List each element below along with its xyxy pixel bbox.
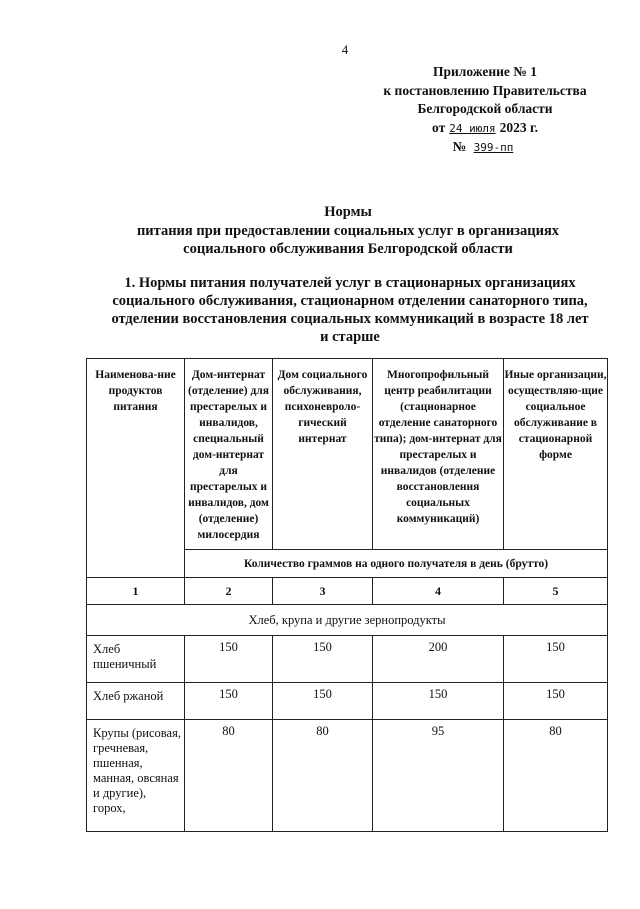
- product-name: Хлеб пшеничный: [87, 636, 185, 683]
- norm-value: 150: [504, 683, 608, 720]
- column-number: 1: [87, 578, 185, 605]
- norm-value: 80: [504, 720, 608, 832]
- norm-value: 80: [185, 720, 273, 832]
- page-number: 4: [341, 42, 349, 57]
- product-name: Хлеб ржаной: [87, 683, 185, 720]
- group-label: Хлеб, крупа и другие зернопродукты: [87, 605, 608, 636]
- appendix-line-1: Приложение № 1: [433, 64, 537, 79]
- document-subtitle: питания при предоставлении социальных услуг в организациях социального обслуживания Белгородской области: [136, 223, 560, 257]
- number-prefix: №: [452, 139, 467, 154]
- table-row: [87, 636, 608, 683]
- product-name: Крупы (рисовая, гречневая, пшенная, манная, овсяная и другие), горох,: [87, 720, 185, 832]
- norm-value: 150: [185, 636, 273, 683]
- group-row: [87, 605, 608, 636]
- appendix-number-line: [360, 138, 610, 158]
- appendix-line-2: к постановлению Правительства: [383, 82, 587, 98]
- appendix-date-line: [360, 119, 610, 139]
- number-value: 399-пп: [473, 141, 514, 154]
- column-number: 2: [185, 578, 273, 605]
- norm-value: 150: [185, 683, 273, 720]
- header-col-2: Дом-интернат (отделение) для престарелых и инвалидов, специальный дом-интернат для престарелых и инвалидов, дом (отделение) милосердия: [185, 359, 273, 550]
- norm-value: 150: [504, 636, 608, 683]
- date-year: 2023 г.: [499, 119, 538, 135]
- norm-value: 80: [273, 720, 373, 832]
- norm-value: 95: [373, 720, 504, 832]
- norm-value: 150: [273, 683, 373, 720]
- date-day-month: 24 июля: [449, 121, 496, 135]
- column-numbers-row: [87, 578, 608, 605]
- document-title: Нормы: [324, 204, 372, 220]
- column-number: 4: [373, 578, 504, 605]
- quantity-header: Количество граммов на одного получателя в день (брутто): [185, 550, 608, 578]
- norm-value: 150: [273, 636, 373, 683]
- column-number: 5: [504, 578, 608, 605]
- header-row: [87, 359, 608, 550]
- column-number: 3: [273, 578, 373, 605]
- norm-value: 200: [373, 636, 504, 683]
- header-col-3: Дом социального обслуживания, психоневроло-гический интернат: [273, 359, 373, 550]
- appendix-line-3: Белгородской области: [417, 101, 553, 116]
- section-title: 1. Нормы питания получателей услуг в стационарных организациях социального обслуживания, стационарном отделении санаторного типа, отделении восстановления социальных коммуникаций в возрасте 18 лет и старше: [111, 275, 589, 345]
- appendix-block: [360, 63, 610, 158]
- header-product-name: Наименова-ние продуктов питания: [87, 359, 185, 578]
- table-row: [87, 683, 608, 720]
- header-col-5: Иные организации, осуществляю-щие социальное обслуживание в стационарной форме: [504, 359, 608, 550]
- header-col-4: Многопрофильный центр реабилитации (стационарное отделение санаторного типа); дом-интернат для престарелых и инвалидов (отделение восстановления социальных коммуникаций): [373, 359, 504, 550]
- nutrition-norms-table: [86, 358, 608, 832]
- table-row: [87, 720, 608, 832]
- norm-value: 150: [373, 683, 504, 720]
- date-prefix: от: [432, 119, 446, 135]
